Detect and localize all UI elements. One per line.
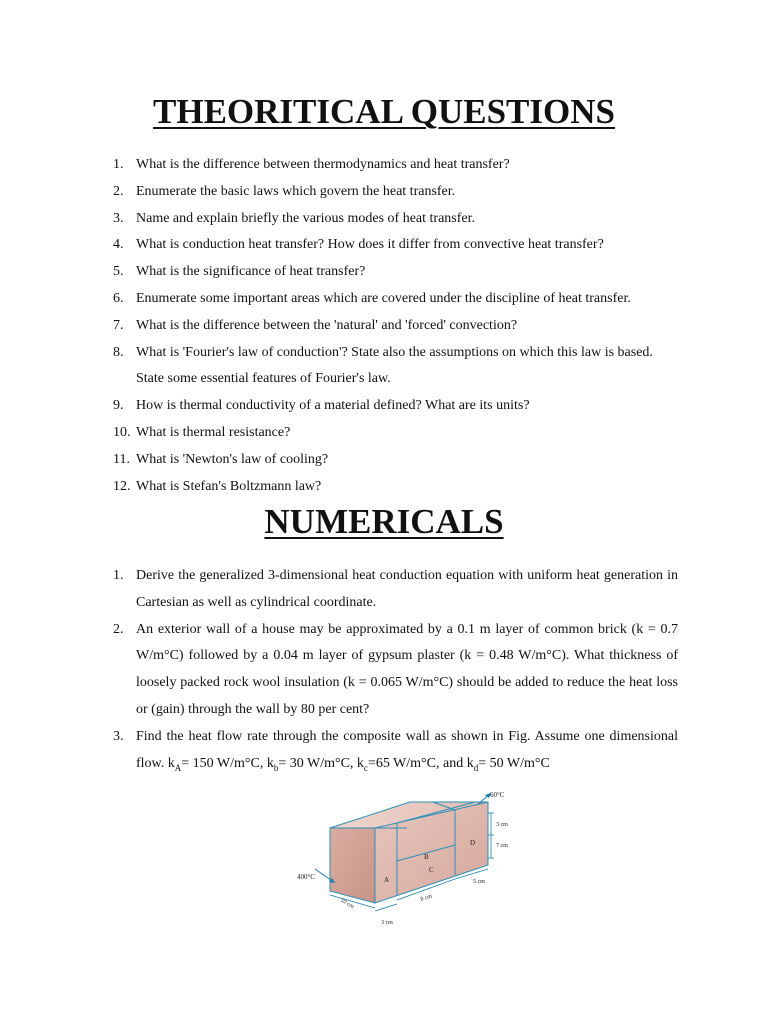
list-item: 4. What is conduction heat transfer? How does it differ from convective heat transfer? — [113, 237, 604, 253]
dim-7cm-label: 7 cm — [496, 843, 508, 849]
theory-question-list — [113, 152, 678, 500]
dim-line — [375, 904, 397, 911]
list-item: 12. What is Stefan's Boltzmann law? — [113, 478, 322, 494]
label-d: D — [470, 839, 476, 847]
list-item: 11. What is 'Newton's law of cooling? — [113, 451, 329, 467]
composite-wall-figure — [295, 783, 510, 931]
list-item: 3. Find the heat flow rate through the composite wall as shown in Fig. Assume one dimensional flow. $k_A= 150$ W/m°C, $k_b= 30$ W/m°C, $k_c=65$ W/m°C, and $k_d= 50$ W/m°C — [113, 728, 678, 773]
temp-cold-label: 60°C — [490, 791, 505, 799]
label-b: B — [424, 853, 429, 861]
list-item: 1. What is the difference between thermodynamics and heat transfer? — [113, 157, 510, 172]
dim-3cm-top-label: 3 cm — [496, 822, 508, 828]
dim-8cm-label: 8 cm — [419, 893, 433, 903]
list-item: 10. What is thermal resistance? — [113, 424, 291, 440]
list-item: 1. Derive the generalized 3-dimensional heat conduction equation with uniform heat generation in Cartesian as well as cylindrical coordinate. — [113, 568, 678, 610]
dim-5cm-label: 5 cm — [473, 879, 485, 885]
list-item: 3. Name and explain briefly the various modes of heat transfer. — [113, 210, 475, 226]
list-item: 6. Enumerate some important areas which are covered under the discipline of heat transfer. — [113, 290, 631, 306]
block-left-face — [330, 828, 375, 903]
numericals-heading: NUMERICALS — [264, 502, 504, 541]
label-a: A — [384, 876, 390, 884]
list-item: 7. What is the difference between the 'natural' and 'forced' convection? — [113, 317, 518, 333]
numericals-problem-list — [113, 563, 678, 781]
list-item: 5. What is the significance of heat transfer? — [113, 264, 366, 280]
list-item: 8. What is 'Fourier's law of conduction'? State also the assumptions on which this law is based. State some essential features of Fourier's law. — [113, 344, 653, 387]
temp-hot-label: 400°C — [297, 873, 315, 881]
theory-heading: THEORITICAL QUESTIONS — [153, 92, 615, 131]
list-item: 9. How is thermal conductivity of a material defined? What are its units? — [113, 398, 530, 414]
dim-10cm-label: 10 cm — [339, 897, 355, 911]
list-item: 2. Enumerate the basic laws which govern the heat transfer. — [113, 183, 456, 199]
dim-3cm-bottom-label: 3 cm — [381, 920, 393, 926]
label-c: C — [429, 866, 434, 874]
list-item: 2. An exterior wall of a house may be approximated by a 0.1 m layer of common brick (k = 0.7 W/m°C) followed by a 0.04 m layer of gypsum plaster (k = 0.48 W/m°C). What thickness of loosely packed rock wool insulation (k = 0.065 W/m°C) should be added to reduce the heat loss or (gain) through the wall by 80 per cent? — [113, 621, 678, 717]
